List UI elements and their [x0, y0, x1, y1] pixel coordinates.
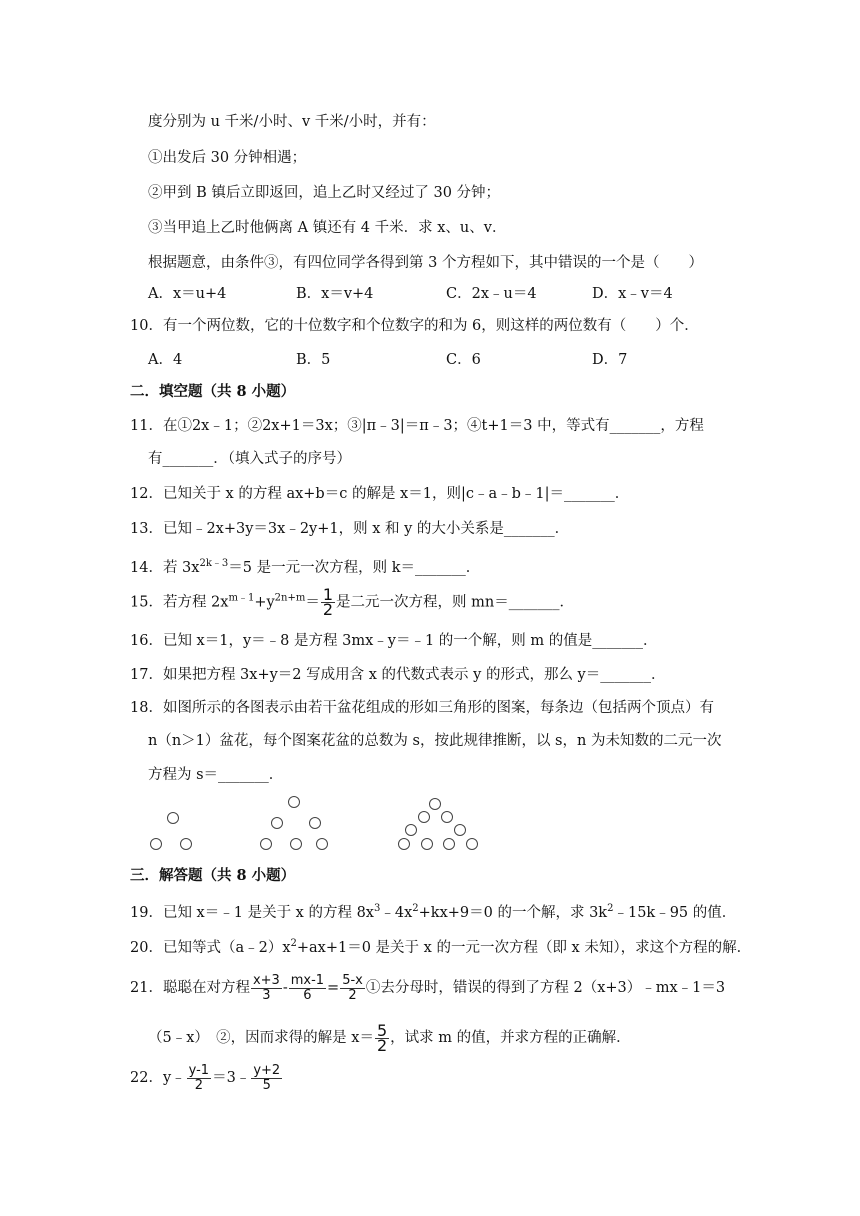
flower-pot: [150, 838, 162, 850]
q17-text: 17．如果把方程 3x+y＝2 写成用含 x 的代数式表示 y 的形式，那么 y＝_______．: [130, 667, 666, 683]
q9-condition-2: ②甲到 B 镇后立即返回，追上乙时又经过了 30 分钟；: [148, 185, 501, 201]
q18-line-1: 18．如图所示的各图表示由若干盆花组成的形如三角形的图案，每条边（包括两个顶点）有: [130, 700, 714, 716]
q15-exponent-2: 2n+m: [274, 592, 306, 604]
q19-post: ﹣15k﹣95 的值．: [613, 904, 737, 921]
flower-pot: [466, 838, 478, 850]
q21-sol-num: 5: [376, 1020, 388, 1040]
q21-eq: =: [327, 980, 340, 996]
q19-pre: 19．已知 x＝﹣1 是关于 x 的方程 8x: [130, 904, 374, 921]
q15-fraction: [321, 585, 335, 619]
q20-post: +ax+1＝0 是关于 x 的一元一次方程（即 x 未知），求这个方程的解．: [296, 939, 752, 956]
flower-pot: [271, 817, 283, 829]
q10-option-a[interactable]: A．4: [148, 352, 183, 368]
q19-mid-2: +kx+9＝0 的一个解，求 3k: [418, 904, 608, 921]
flower-pot: [418, 811, 430, 823]
q21-line-2: [148, 1018, 631, 1058]
q15-post: 是二元一次方程，则 mn＝_______．: [336, 594, 574, 611]
q21-pre: 21．聪聪在对方程: [130, 980, 250, 996]
q9-line-1: 度分别为 u 千米/小时、v 千米/小时，并有：: [148, 114, 436, 130]
flower-pot: [454, 824, 466, 836]
q22-f1-num: y-1: [188, 1062, 210, 1078]
q21-f1-num: x+3: [252, 972, 280, 988]
q20-pre: 20．已知等式（a﹣2）x: [130, 939, 291, 956]
flower-pot: [309, 817, 321, 829]
q13-text: 13．已知﹣2x+3y＝3x﹣2y+1，则 x 和 y 的大小关系是_______．: [130, 521, 570, 537]
q14-pre: 14．若 3x: [130, 559, 200, 576]
q15-mid: +y: [254, 594, 275, 611]
q22-pre: 22．y﹣: [130, 1070, 186, 1086]
q9-condition-1: ①出发后 30 分钟相遇；: [148, 150, 307, 166]
q15-text: [130, 585, 574, 619]
flower-pot: [167, 812, 179, 824]
section-heading-fill-in: 二．填空题（共 8 小题）: [130, 383, 296, 400]
q15-eq: ＝: [305, 594, 320, 611]
q19-exp-1: 3: [373, 903, 381, 914]
section-heading-solve: 三．解答题（共 8 小题）: [130, 867, 296, 884]
q22-f2-num: y+2: [253, 1062, 281, 1078]
q15-exponent-1: m﹣1: [228, 592, 255, 604]
q21-fraction-2: [289, 974, 326, 1003]
flower-pattern-figure: [140, 792, 490, 857]
q9-option-a[interactable]: A．x＝u+4: [148, 286, 227, 302]
q22-fraction-2: [251, 1064, 282, 1093]
flower-pot: [443, 838, 455, 850]
q22-fraction-1: [187, 1064, 211, 1093]
q10-option-b[interactable]: B．5: [296, 352, 331, 368]
q21-fraction-3: [340, 974, 365, 1003]
q11-line-2: 有_______．（填入式子的序号）: [148, 451, 351, 467]
q14-post: ＝5 是一元一次方程，则 k＝_______．: [228, 559, 481, 576]
q15-pre: 15．若方程 2x: [130, 594, 229, 611]
q21-f3-den: 2: [348, 987, 357, 1003]
flower-pot: [405, 824, 417, 836]
q9-options: [148, 282, 748, 302]
q19-mid-1: ﹣4x: [380, 904, 413, 921]
q11-line-1: 11．在①2x﹣1；②2x+1＝3x；③|π﹣3|＝π﹣3；④t+1＝3 中，等式有_______，方程: [130, 418, 704, 434]
q21-f3-num: 5-x: [342, 972, 363, 988]
q12-text: 12．已知关于 x 的方程 ax+b＝c 的解是 x＝1，则|c﹣a﹣b﹣1|＝_______．: [130, 486, 630, 502]
q21-post: ①去分母时，错误的得到了方程 2（x+3）﹣mx﹣1＝3: [365, 980, 726, 996]
q10-option-d[interactable]: D．7: [592, 352, 628, 368]
flower-pot: [441, 811, 453, 823]
q9-condition-3: ③当甲追上乙时他俩离 A 镇还有 4 千米．求 x、u、v．: [148, 220, 507, 236]
q19-exp-3: 2: [607, 903, 614, 914]
flower-pot: [288, 796, 300, 808]
q19-text: [130, 899, 736, 923]
flower-pot: [421, 838, 433, 850]
q22-text: [130, 1058, 283, 1098]
q21-minus: -: [282, 980, 288, 996]
q19-exp-2: 2: [412, 903, 419, 914]
q16-text: 16．已知 x＝1，y＝﹣8 是方程 3mx﹣y＝﹣1 的一个解，则 m 的值是_______．: [130, 633, 658, 649]
q15-fraction-den: 2: [322, 600, 334, 619]
flower-pot: [316, 838, 328, 850]
q9-option-d[interactable]: D．x﹣v＝4: [592, 286, 673, 302]
flower-pot: [290, 838, 302, 850]
q10-text: 10．有一个两位数，它的十位数字和个位数字的和为 6，则这样的两位数有（ ）个．: [130, 318, 699, 334]
q18-line-3: 方程为 s＝_______．: [148, 767, 284, 783]
q21-sol-den: 2: [376, 1035, 388, 1055]
q21-fraction-1: [251, 974, 282, 1003]
q20-text: [130, 934, 751, 958]
q9-option-c[interactable]: C．2x﹣u＝4: [446, 286, 537, 302]
q10-options: [148, 348, 748, 368]
flower-pot: [429, 798, 441, 810]
q9-prompt: 根据题意，由条件③，有四位同学各得到第 3 个方程如下，其中错误的一个是（ ）: [148, 255, 703, 271]
q22-mid: ＝3﹣: [212, 1070, 251, 1086]
q22-f1-den: 2: [194, 1077, 204, 1093]
q14-exponent: 2k﹣3: [199, 558, 229, 569]
q15-fraction-num: 1: [322, 585, 334, 604]
q21-line-1: [130, 968, 725, 1008]
q21-l2-post: ，试求 m 的值，并求方程的正确解．: [390, 1030, 631, 1046]
q20-exp: 2: [290, 938, 297, 949]
q21-f2-den: 6: [303, 987, 312, 1003]
q14-text: [130, 554, 480, 578]
flower-pot: [260, 838, 272, 850]
q21-f2-num: mx-1: [290, 972, 325, 988]
flower-pot: [180, 838, 192, 850]
flower-pot: [398, 838, 410, 850]
q21-solution-fraction: [375, 1020, 389, 1055]
q10-option-c[interactable]: C．6: [446, 352, 481, 368]
q18-line-2: n（n＞1）盆花，每个图案花盆的总数为 s，按此规律推断，以 s，n 为未知数的二元一次: [148, 733, 722, 749]
q9-option-b[interactable]: B．x＝v+4: [296, 286, 374, 302]
q22-f2-den: 5: [262, 1077, 271, 1093]
q21-f1-den: 3: [262, 987, 271, 1003]
q21-l2-pre: （5﹣x） ②，因而求得的解是 x＝: [148, 1030, 374, 1046]
